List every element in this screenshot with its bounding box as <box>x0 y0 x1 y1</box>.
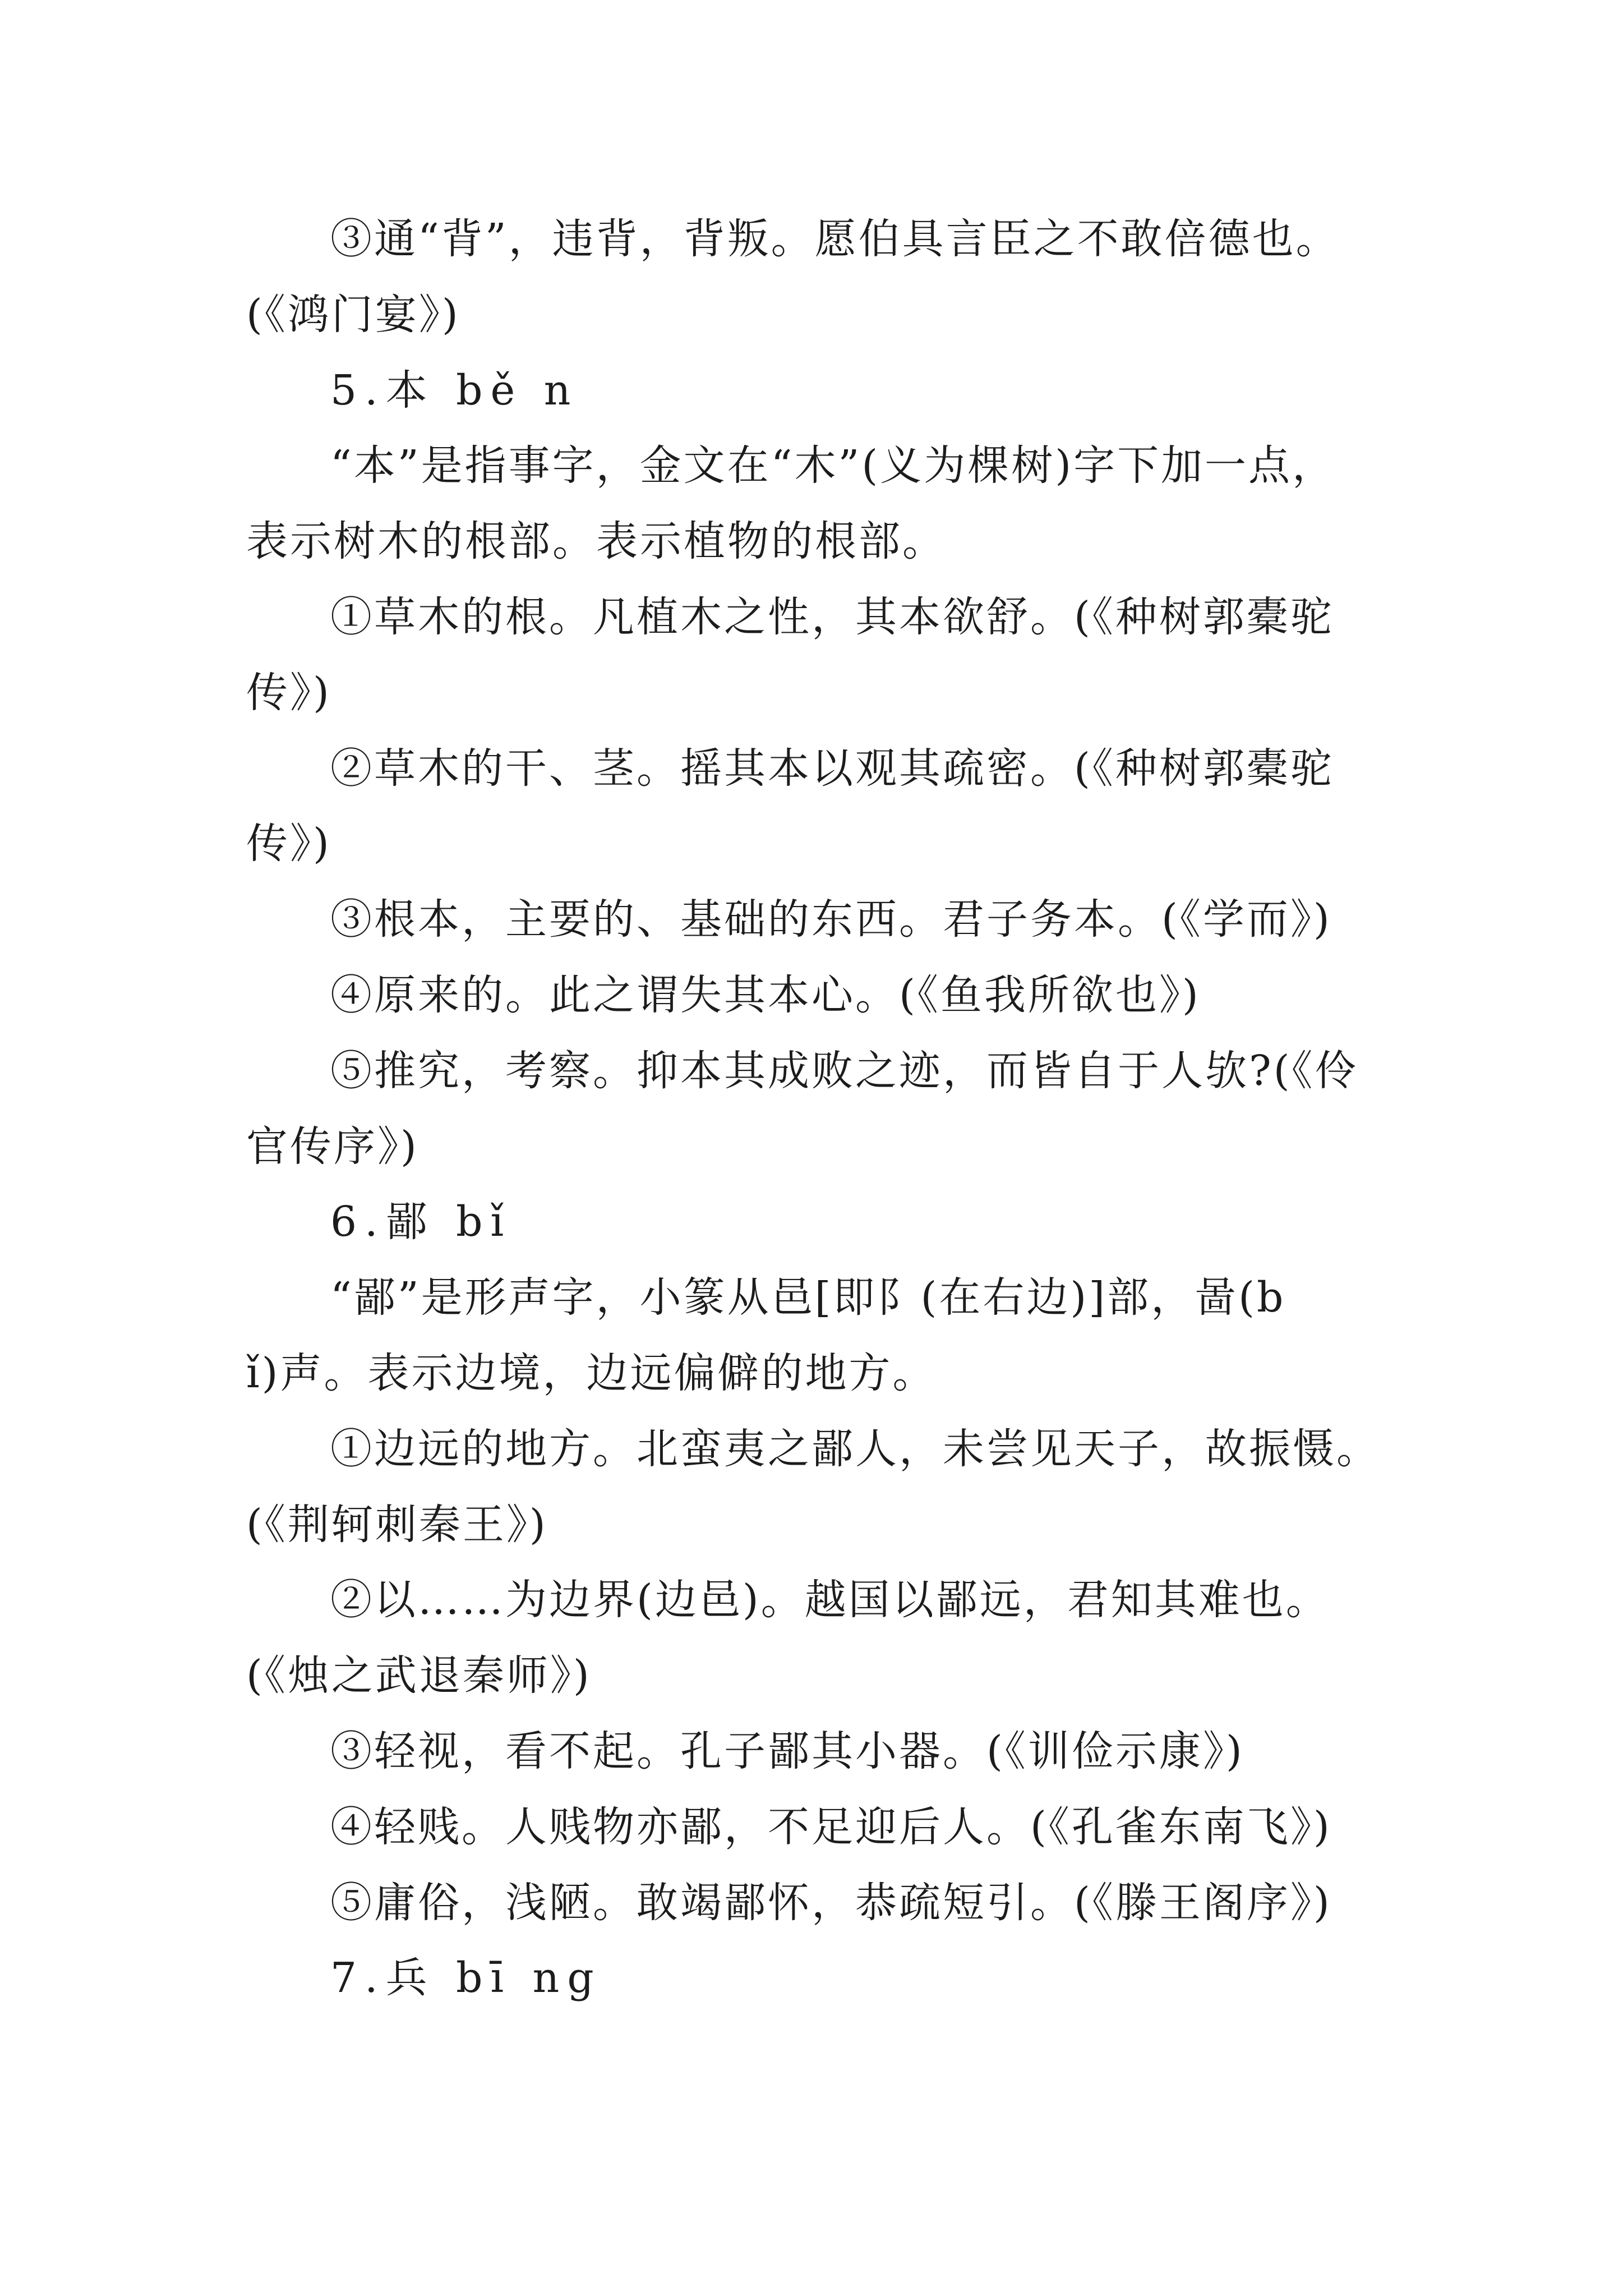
text-line: ⑤推究，考察。抑本其成败之迹，而皆自于人欤?(《伶 <box>330 1046 1359 1095</box>
text-line: “本”是指事字，金文在“木”(义为棵树)字下加一点， <box>330 441 1336 490</box>
entry-heading: 6.鄙 bǐ <box>330 1198 512 1246</box>
text-line: 传》) <box>246 668 331 717</box>
text-line: “鄙”是形声字，小篆从邑[即阝(在右边)]部，啚(b <box>330 1273 1286 1322</box>
text-line: (《鸿门宴》) <box>246 290 460 339</box>
text-line: ①边远的地方。北蛮夷之鄙人，未尝见天子，故振慑。 <box>330 1424 1380 1473</box>
text-line: ④原来的。此之谓失其本心。(《鱼我所欲也》) <box>330 970 1201 1019</box>
text-line: ①草木的根。凡植木之性，其本欲舒。(《种树郭橐驼 <box>330 592 1334 641</box>
text-line: (《荆轲刺秦王》) <box>246 1500 548 1549</box>
text-line: (《烛之武退秦师》) <box>246 1651 592 1700</box>
text-line: ④轻贱。人贱物亦鄙，不足迎后人。(《孔雀东南飞》) <box>330 1802 1332 1851</box>
entry-heading: 5.本 bě n <box>330 366 579 415</box>
entry-heading: 7.兵 bī ng <box>330 1954 602 2003</box>
text-line: ⑤庸俗，浅陋。敢竭鄙怀，恭疏短引。(《滕王阁序》) <box>330 1878 1332 1927</box>
text-line: 表示树木的根部。表示植物的根部。 <box>246 517 946 566</box>
text-line: ③轻视，看不起。孔子鄙其小器。(《训俭示康》) <box>330 1727 1244 1775</box>
text-line: 官传序》) <box>246 1122 419 1171</box>
text-line: ǐ)声。表示边境，边远偏僻的地方。 <box>246 1349 937 1397</box>
text-line: ③根本，主要的、基础的东西。君子务本。(《学而》) <box>330 895 1332 944</box>
text-line: 传》) <box>246 820 331 868</box>
text-line: ②以……为边界(边邑)。越国以鄙远，君知其难也。 <box>330 1576 1330 1625</box>
text-line: ③通“背”，违背，背叛。愿伯具言臣之不敢倍德也。 <box>330 215 1340 263</box>
text-line: ②草木的干、茎。摇其本以观其疏密。(《种树郭橐驼 <box>330 744 1334 793</box>
